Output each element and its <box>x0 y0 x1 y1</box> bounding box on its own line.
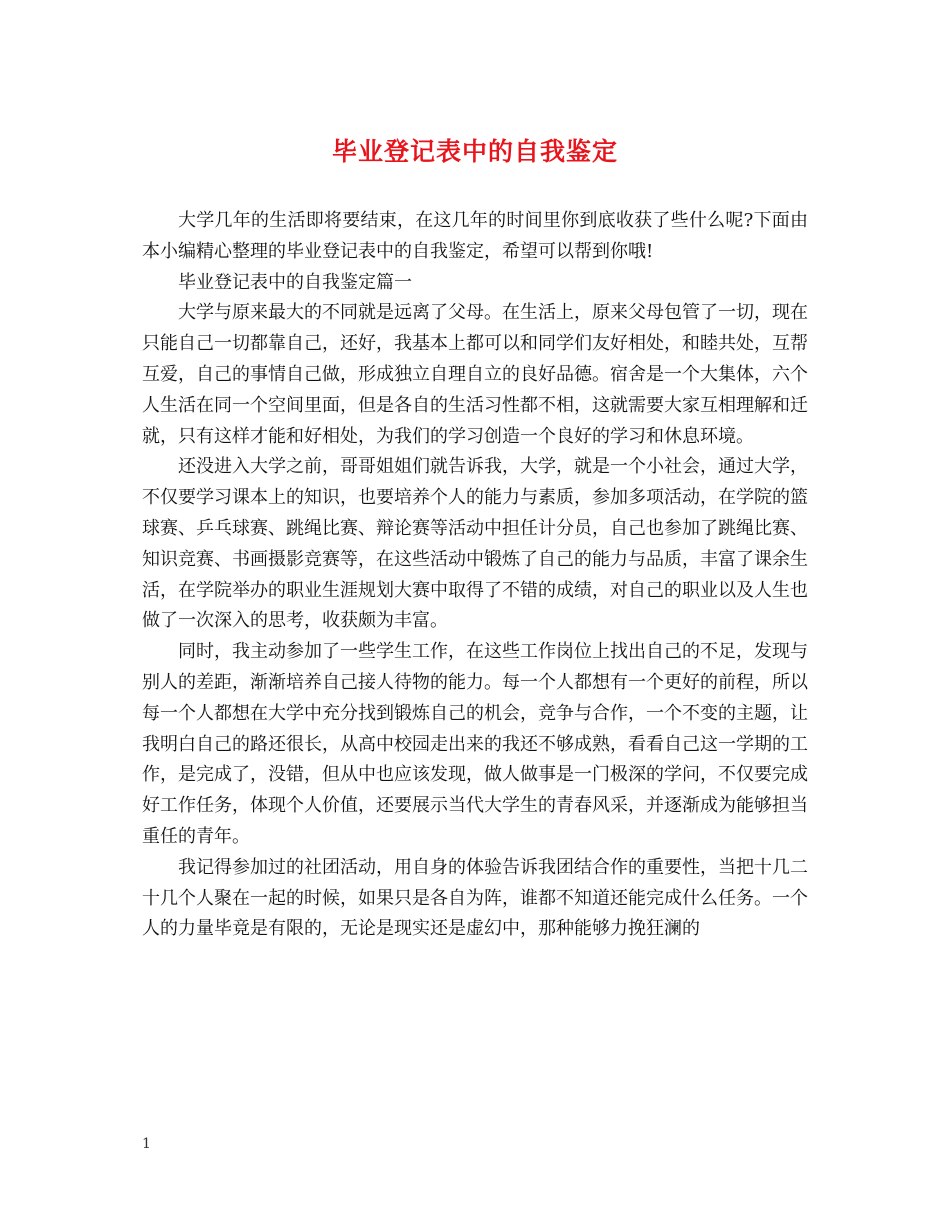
body-paragraph: 大学与原来最大的不同就是远离了父母。在生活上，原来父母包管了一切，现在只能自己一切都靠自己，还好，我基本上都可以和同学们友好相处，和睦共处，互帮互爱，自己的事情自己做，形成独立自理自立的良好品德。宿舍是一个大集体，六个人生活在同一个空间里面，但是各自的生活习性都不相，这就需要大家互相理解和迁就，只有这样才能和好相处，为我们的学习创造一个良好的学习和休息环境。 <box>142 302 808 447</box>
document-title: 毕业登记表中的自我鉴定 <box>331 137 618 166</box>
document-body <box>142 206 808 945</box>
body-paragraph: 我记得参加过的社团活动，用自身的体验告诉我团结合作的重要性，当把十几二十几个人聚在一起的时候，如果只是各自为阵，谁都不知道还能完成什么任务。一个人的力量毕竟是有限的，无论是现实还是虚幻中，那种能够力挽狂澜的 <box>142 856 808 940</box>
page-number: 1 <box>142 1136 151 1152</box>
section-heading: 毕业登记表中的自我鉴定篇一 <box>178 271 412 293</box>
body-paragraph: 同时，我主动参加了一些学生工作，在这些工作岗位上找出自己的不足，发现与别人的差距，渐渐培养自己接人待物的能力。每一个人都想有一个更好的前程，所以每一个人都想在大学中充分找到锻炼自己的机会，竞争与合作，一个不变的主题，让我明白自己的路还很长，从高中校园走出来的我还不够成熟，看看自己这一学期的工作，是完成了，没错，但从中也应该发现，做人做事是一门极深的学问，不仅要完成好工作任务，体现个人价值，还要展示当代大学生的青春风采，并逐渐成为能够担当重任的青年。 <box>142 641 808 847</box>
intro-paragraph: 大学几年的生活即将要结束，在这几年的时间里你到底收获了些什么呢?下面由本小编精心整理的毕业登记表中的自我鉴定，希望可以帮到你哦! <box>142 210 808 262</box>
body-paragraph: 还没进入大学之前，哥哥姐姐们就告诉我，大学，就是一个小社会，通过大学，不仅要学习课本上的知识，也要培养个人的能力与素质，参加多项活动，在学院的篮球赛、乒乓球赛、跳绳比赛、辩论赛等活动中担任计分员，自己也参加了跳绳比赛、知识竞赛、书画摄影竞赛等，在这些活动中锻炼了自己的能力与品质，丰富了课余生活，在学院举办的职业生涯规划大赛中取得了不错的成绩，对自己的职业以及人生也做了一次深入的思考，收获颇为丰富。 <box>142 456 808 632</box>
